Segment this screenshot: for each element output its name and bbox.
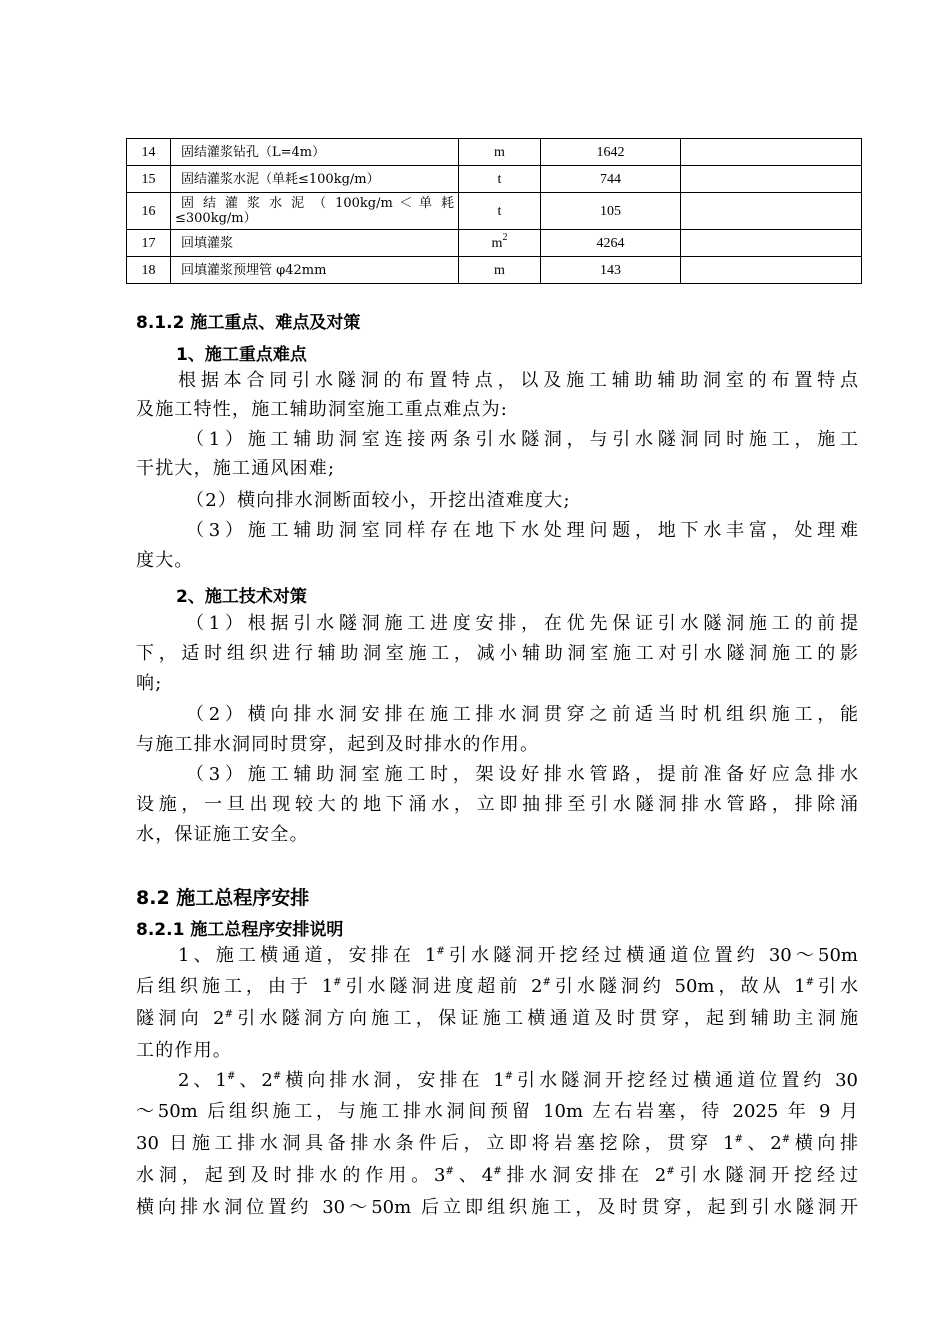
note bbox=[681, 230, 862, 257]
text-run: 2、1 bbox=[178, 1070, 227, 1091]
item-name: 固结灌浆水泥（单耗≤100kg/m） bbox=[171, 166, 459, 193]
paragraph-line: 横向排水洞位置约 30～50m 后立即组织施工，及时贯穿，起到引水隧洞开 bbox=[136, 1197, 858, 1218]
item-name: 回填灌浆 bbox=[171, 230, 459, 257]
paragraph-line: （1）根据引水隧洞施工进度安排，在优先保证引水隧洞施工的前提 bbox=[186, 613, 858, 634]
number-mark: # bbox=[226, 1071, 236, 1082]
item-name-line-1: 固 结 灌 浆 水 泥 （ 100kg/m ＜ 单 耗 bbox=[181, 196, 454, 211]
row-number: 18 bbox=[127, 257, 171, 284]
paragraph-line: 设施，一旦出现较大的地下涌水，立即抽排至引水隧洞排水管路，排除涌 bbox=[136, 794, 858, 815]
quantity: 744 bbox=[541, 166, 681, 193]
paragraph-line: 根据本合同引水隧洞的布置特点，以及施工辅助辅助洞室的布置特点 bbox=[178, 370, 858, 391]
paragraph-line: 干扰大，施工通风困难; bbox=[136, 458, 336, 479]
section-heading-8-2-1: 8.2.1 施工总程序安排说明 bbox=[136, 920, 344, 940]
unit bbox=[459, 230, 541, 257]
paragraph-line bbox=[136, 1133, 858, 1155]
number-mark: # bbox=[333, 977, 342, 988]
text-run: 引水隧洞进度超前 2 bbox=[341, 976, 543, 997]
note bbox=[681, 139, 862, 166]
row-number: 17 bbox=[127, 230, 171, 257]
number-mark: # bbox=[224, 1009, 233, 1020]
quantity: 1642 bbox=[541, 139, 681, 166]
subheading-key-difficulties: 1、施工重点难点 bbox=[176, 345, 307, 365]
number-mark: # bbox=[542, 977, 551, 988]
text-run: 1、施工横通道，安排在 1 bbox=[178, 945, 437, 966]
paragraph-line: 工的作用。 bbox=[136, 1040, 232, 1061]
item-name-line-2: ≤300kg/m） bbox=[175, 211, 257, 226]
paragraph-line: 水，保证施工安全。 bbox=[136, 824, 309, 845]
paragraph-line: （3）施工辅助洞室施工时，架设好排水管路，提前准备好应急排水 bbox=[186, 764, 858, 785]
text-run: 后组织施工，由于 1 bbox=[136, 976, 334, 997]
unit: t bbox=[459, 166, 541, 193]
text-run: 引水隧洞方向施工，保证施工横通道及时贯穿，起到辅助主洞施 bbox=[232, 1008, 858, 1029]
number-mark: # bbox=[504, 1071, 514, 1082]
note bbox=[681, 193, 862, 230]
paragraph-line: （2）横向排水洞安排在施工排水洞贯穿之前适当时机组织施工，能 bbox=[186, 704, 858, 725]
unit: t bbox=[459, 193, 541, 230]
text-run: 、4 bbox=[453, 1165, 494, 1186]
quantity: 105 bbox=[541, 193, 681, 230]
item-name: 回填灌浆预埋管 φ42mm bbox=[171, 257, 459, 284]
unit: m bbox=[459, 257, 541, 284]
text-run: 引水 bbox=[814, 976, 858, 997]
row-number: 15 bbox=[127, 166, 171, 193]
subheading-countermeasures: 2、施工技术对策 bbox=[176, 587, 307, 607]
number-mark: # bbox=[781, 1134, 791, 1145]
item-name: 固结灌浆钻孔（L=4m） bbox=[171, 139, 459, 166]
quantity: 143 bbox=[541, 257, 681, 284]
note bbox=[681, 166, 862, 193]
paragraph-line: 响; bbox=[136, 673, 163, 694]
paragraph-line bbox=[136, 976, 858, 998]
paragraph-line: （2）横向排水洞断面较小，开挖出渣难度大; bbox=[186, 490, 571, 511]
unit-exponent: 2 bbox=[502, 231, 508, 243]
number-mark: # bbox=[272, 1071, 282, 1082]
paragraph-line bbox=[178, 945, 858, 967]
paragraph-line: 与施工排水洞同时贯穿，起到及时排水的作用。 bbox=[136, 734, 540, 755]
table-row bbox=[127, 257, 862, 284]
text-run: 、2 bbox=[235, 1070, 273, 1091]
paragraph-line: 及施工特性，施工辅助洞室施工重点难点为: bbox=[136, 399, 509, 420]
text-run: 隧洞向 2 bbox=[136, 1008, 225, 1029]
quantity-table bbox=[126, 138, 862, 284]
number-mark: # bbox=[734, 1134, 743, 1145]
text-run: 引水隧洞开挖经过横通道位置约 30 bbox=[513, 1070, 858, 1091]
paragraph-line bbox=[178, 1070, 858, 1092]
text-run: 引水隧洞开挖经过横通道位置约 30～50m bbox=[444, 945, 858, 966]
quantity: 4264 bbox=[541, 230, 681, 257]
text-run: 引水隧洞约 50m，故从 1 bbox=[550, 976, 806, 997]
number-mark: # bbox=[805, 977, 814, 988]
paragraph-line: 下，适时组织进行辅助洞室施工，减小辅助洞室施工对引水隧洞施工的影 bbox=[136, 643, 858, 664]
text-run: 水洞，起到及时排水的作用。3 bbox=[136, 1165, 446, 1186]
number-mark: # bbox=[436, 946, 445, 957]
text-run: 横向排 bbox=[790, 1133, 859, 1154]
number-mark: # bbox=[666, 1166, 675, 1177]
number-mark: # bbox=[493, 1166, 502, 1177]
section-heading-8-2: 8.2 施工总程序安排 bbox=[136, 887, 310, 909]
paragraph-line: （1）施工辅助洞室连接两条引水隧洞，与引水隧洞同时施工，施工 bbox=[186, 429, 858, 450]
item-name bbox=[171, 193, 459, 230]
paragraph-line bbox=[136, 1008, 858, 1030]
text-run: 排水洞安排在 2 bbox=[501, 1165, 667, 1186]
paragraph-line: （3）施工辅助洞室同样存在地下水处理问题，地下水丰富，处理难 bbox=[186, 520, 858, 541]
table-row bbox=[127, 230, 862, 257]
paragraph-line bbox=[136, 1165, 858, 1187]
row-number: 14 bbox=[127, 139, 171, 166]
text-run: 30 日施工排水洞具备排水条件后，立即将岩塞挖除，贯穿 1 bbox=[136, 1133, 735, 1154]
section-heading-8-1-2: 8.1.2 施工重点、难点及对策 bbox=[136, 313, 361, 333]
text-run: 横向排水洞，安排在 1 bbox=[281, 1070, 505, 1091]
table-row bbox=[127, 166, 862, 193]
number-mark: # bbox=[445, 1166, 454, 1177]
text-run: 引水隧洞开挖经过 bbox=[674, 1165, 859, 1186]
paragraph-line: 度大。 bbox=[136, 550, 194, 571]
text-run: 、2 bbox=[742, 1133, 782, 1154]
paragraph-line: ～50m 后组织施工，与施工排水洞间预留 10m 左右岩塞，待 2025 年 9 月 bbox=[136, 1101, 858, 1122]
note bbox=[681, 257, 862, 284]
row-number: 16 bbox=[127, 193, 171, 230]
unit-base: m bbox=[491, 235, 503, 251]
table-row bbox=[127, 139, 862, 166]
table-row bbox=[127, 193, 862, 230]
unit: m bbox=[459, 139, 541, 166]
